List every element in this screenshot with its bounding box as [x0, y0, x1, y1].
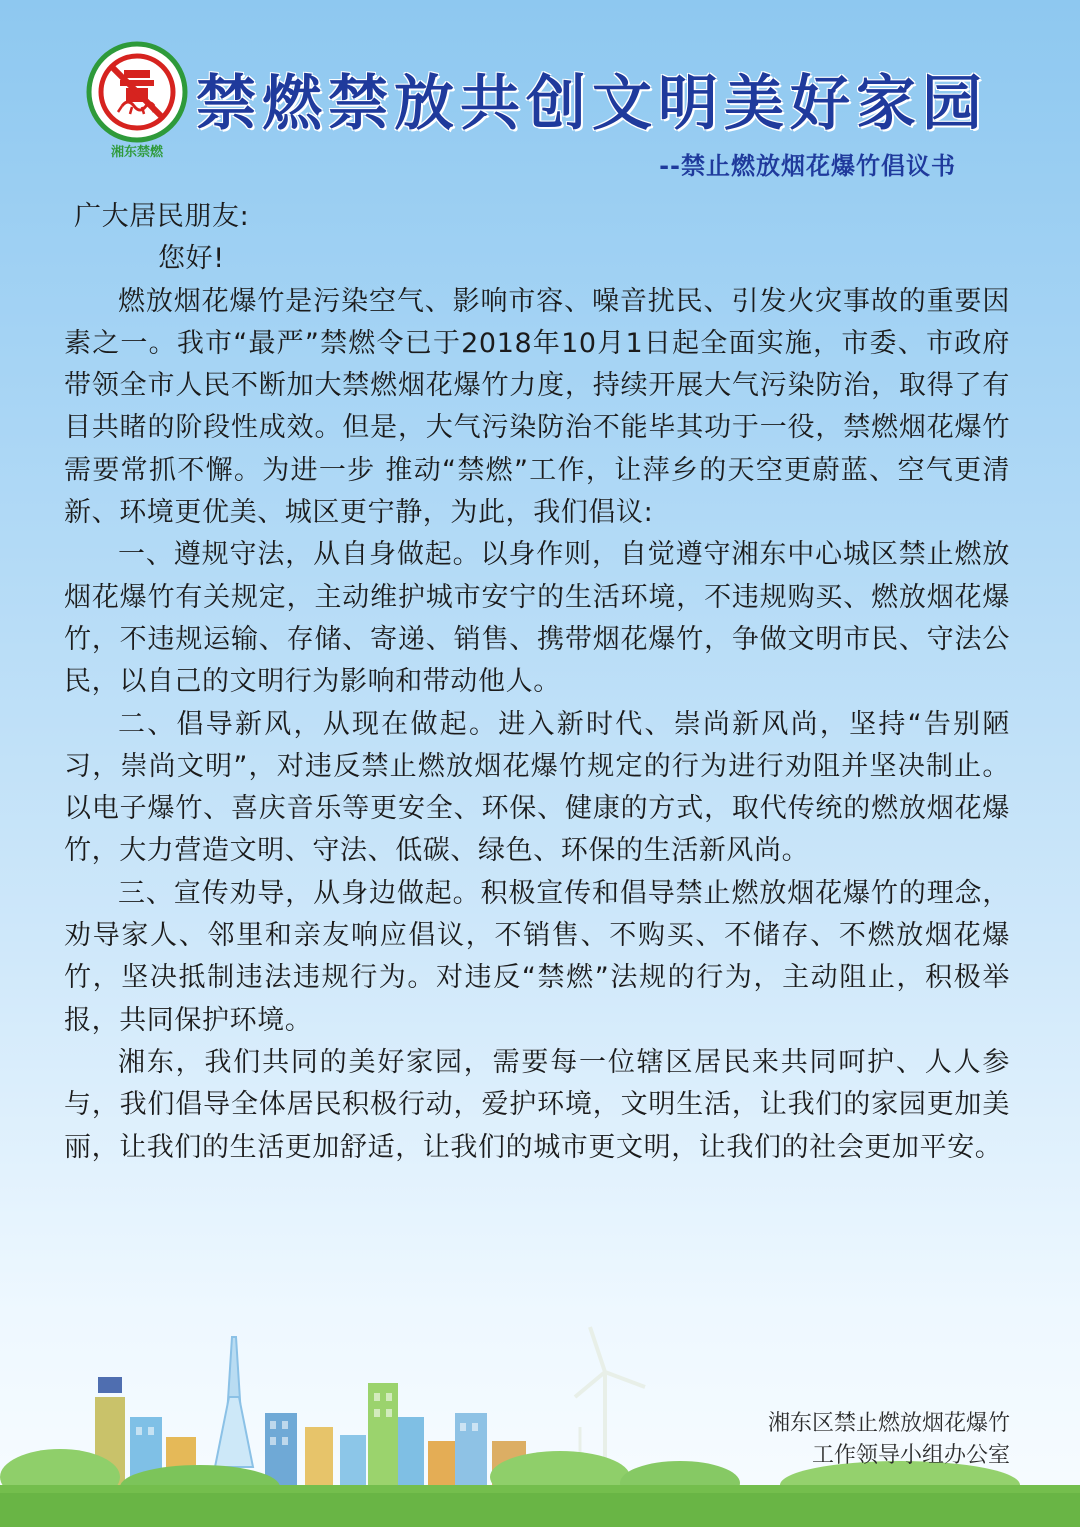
salutation: 广大居民朋友: [74, 201, 250, 232]
signature-block [768, 1408, 1010, 1472]
paragraph-closing: 湘东，我们共同的美好家园，需要每一位辖区居民来共同呵护、人人参与，我们倡导全体居民积极行动，爱护环境，文明生活，让我们的家园更加美丽，让我们的生活更加舒适，让我们的城市更文明，让我们的社会更加平安。 [64, 1046, 1010, 1163]
paragraph-intro: 燃放烟花爆竹是污染空气、影响市容、噪音扰民、引发火灾事故的重要因素之一。我市“最严”禁燃令已于2018年10月1日起全面实施，市委、市政府带领全市人民不断加大禁燃烟花爆竹力度，持续开展大气污染防治，取得了有目共睹的阶段性成效。但是，大气污染防治不能毕其功于一役，禁燃烟花爆竹需要常抓不懈。为进一步 推动“禁燃”工作，让萍乡的天空更蔚蓝、空气更清新、环境更优美、城区更宁静，为此，我们倡议: [64, 285, 1010, 529]
no-firecracker-logo [82, 40, 192, 162]
page-subtitle: --禁止燃放烟花爆竹倡议书 [659, 152, 956, 180]
signature-office: 工作领导小组办公室 [811, 1443, 1010, 1468]
signature-org: 湘东区禁止燃放烟花爆竹 [767, 1411, 1010, 1436]
paragraph-proposal-1: 一、遵规守法，从自身做起。以身作则，自觉遵守湘东中心城区禁止燃放烟花爆竹有关规定，主动维护城市安宁的生活环境，不违规购买、燃放烟花爆竹，不违规运输、存储、寄递、销售、携带烟花爆竹，争做文明市民、守法公民，以自己的文明行为影响和带动他人。 [64, 539, 1010, 698]
logo-graphic [82, 40, 192, 162]
page-title: 禁燃禁放共创文明美好家园 [196, 69, 988, 139]
logo-text: 湘东禁燃 [110, 145, 164, 160]
paragraph-proposal-3: 三、宣传劝导，从身边做起。积极宣传和倡导禁止燃放烟花爆竹的理念，劝导家人、邻里和亲友响应倡议，不销售、不购买、不储存、不燃放烟花爆竹，坚决抵制违法违规行为。对违反“禁燃”法规的行为，主动阻止，积极举报，共同保护环境。 [64, 877, 1010, 1036]
paragraph-proposal-2: 二、倡导新风，从现在做起。进入新时代、崇尚新风尚，坚持“告别陋习，崇尚文明”，对违反禁止燃放烟花爆竹规定的行为进行劝阻并坚决制止。以电子爆竹、喜庆音乐等更安全、环保、健康的方式，取代传统的燃放烟花爆竹，大力营造文明、守法、低碳、绿色、环保的生活新风尚。 [64, 708, 1010, 867]
letter-body [64, 196, 1010, 1169]
greeting: 您好! [158, 243, 225, 275]
